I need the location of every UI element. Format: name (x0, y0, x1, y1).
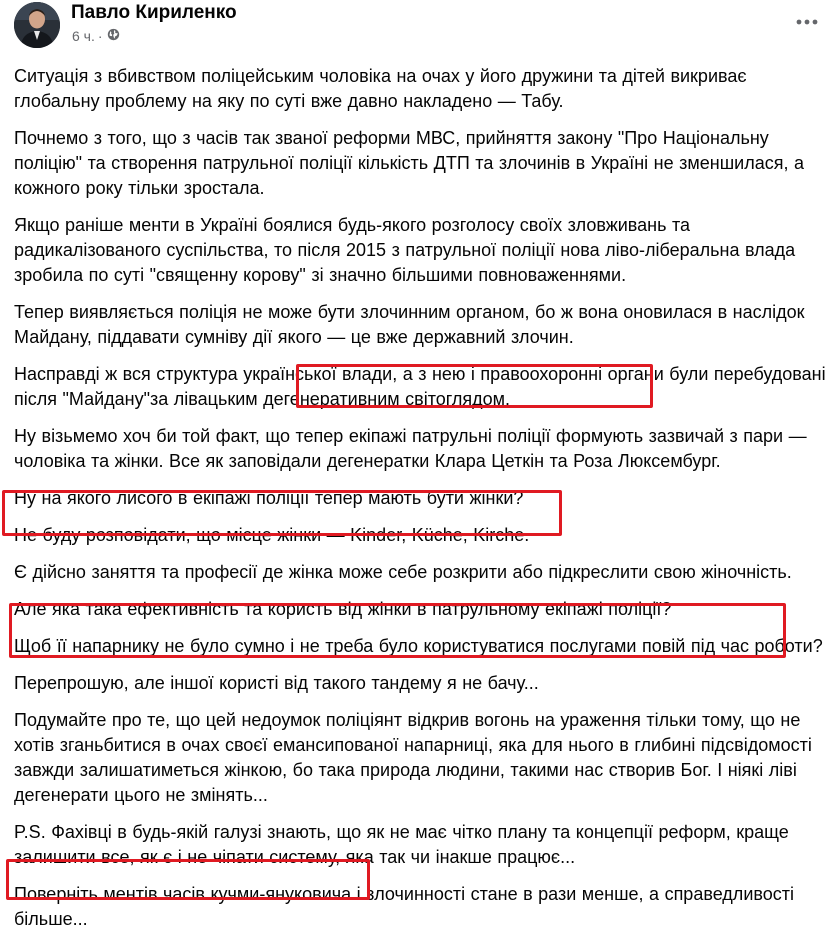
avatar[interactable] (14, 2, 60, 48)
post-paragraph: Щоб її напарнику не було сумно і не треба було користуватися послугами повій під час роботи? (14, 636, 823, 656)
post-time[interactable]: 6 ч. (72, 28, 95, 44)
post-paragraph: Якщо раніше менти в Україні боялися будь-якого розголосу своїх зловживань та радикалізованого суспільства, то після 2015 з патрульної поліції нова ліво-ліберальна влада зробила по суті "священну корову" зі значно більшими повноваженнями. (14, 215, 796, 285)
post-paragraph: Але яка така ефективність та користь від жінки в патрульному екіпажі поліції? (14, 599, 672, 619)
post-paragraph: Ну візьмемо хоч би той факт, що тепер екіпажі патрульні поліції формують зазвичай з пари — чоловіка та жінки. Все як заповідали дегенератки Клара Цеткін та Роза Люксембург. (14, 426, 807, 471)
post-meta (72, 28, 120, 44)
post-paragraph: Подумайте про те, що цей недоумок поліціянт відкрив вогонь на ураження тільки тому, що не хотів зганьбитися в очах своєї емансипованої напарниці, яка для нього в глибині підсвідомості завжди залишатиметься жінкою, бо така природа людини, такими нас створив Бог. І ніякі ліві дегенерати цього не змінять... (14, 710, 812, 805)
post-paragraph: P.S. Фахівці в будь-якій галузі знають, що як не має чітко плану та концепції реформ, краще залишити все, як є і не чіпати систему, яка так чи інакше працює... (14, 822, 789, 867)
globe-icon (107, 28, 120, 44)
post-paragraph: Не буду розповідати, що місце жінки — Kinder, Küche, Kirche. (14, 525, 530, 545)
post-header (0, 0, 837, 60)
post-paragraph: Насправді ж вся структура української влади, а з нею і правоохоронні органи були перебудовані після "Майдану"за лівацьким дегенеративним світоглядом. (14, 364, 826, 409)
post-paragraph: Є дійсно заняття та професії де жінка може себе розкрити або підкреслити свою жіночність. (14, 562, 792, 582)
post-paragraph: Перепрошую, але іншої користі від такого тандему я не бачу... (14, 673, 539, 693)
post-paragraph: Ситуація з вбивством поліцейським чоловіка на очах у його дружини та дітей викриває глобальну проблему на яку по суті вже давно накладено — Табу. (14, 66, 747, 111)
post-body (14, 64, 826, 944)
meta-separator: · (97, 28, 103, 44)
post-paragraph: Ну на якого лисого в екіпажі поліції тепер мають бути жінки? (14, 488, 524, 508)
author-name[interactable]: Павло Кириленко (71, 2, 237, 23)
post-paragraph: Поверніть ментів часів кучми-януковича і злочинності стане в рази менше, а справедливості більше... (14, 884, 794, 929)
more-horizontal-icon[interactable] (793, 8, 821, 36)
post-paragraph: Почнемо з того, що з часів так званої реформи МВС, прийняття закону "Про Національну поліцію" та створення патрульної поліції кількість ДТП та злочинів в Україні не зменшилася, а кожного року тільки зростала. (14, 128, 804, 198)
post-paragraph: Тепер виявляється поліція не може бути злочинним органом, бо ж вона оновилася в наслідок Майдану, піддавати сумніву дії якого — це вже державний злочин. (14, 302, 805, 347)
